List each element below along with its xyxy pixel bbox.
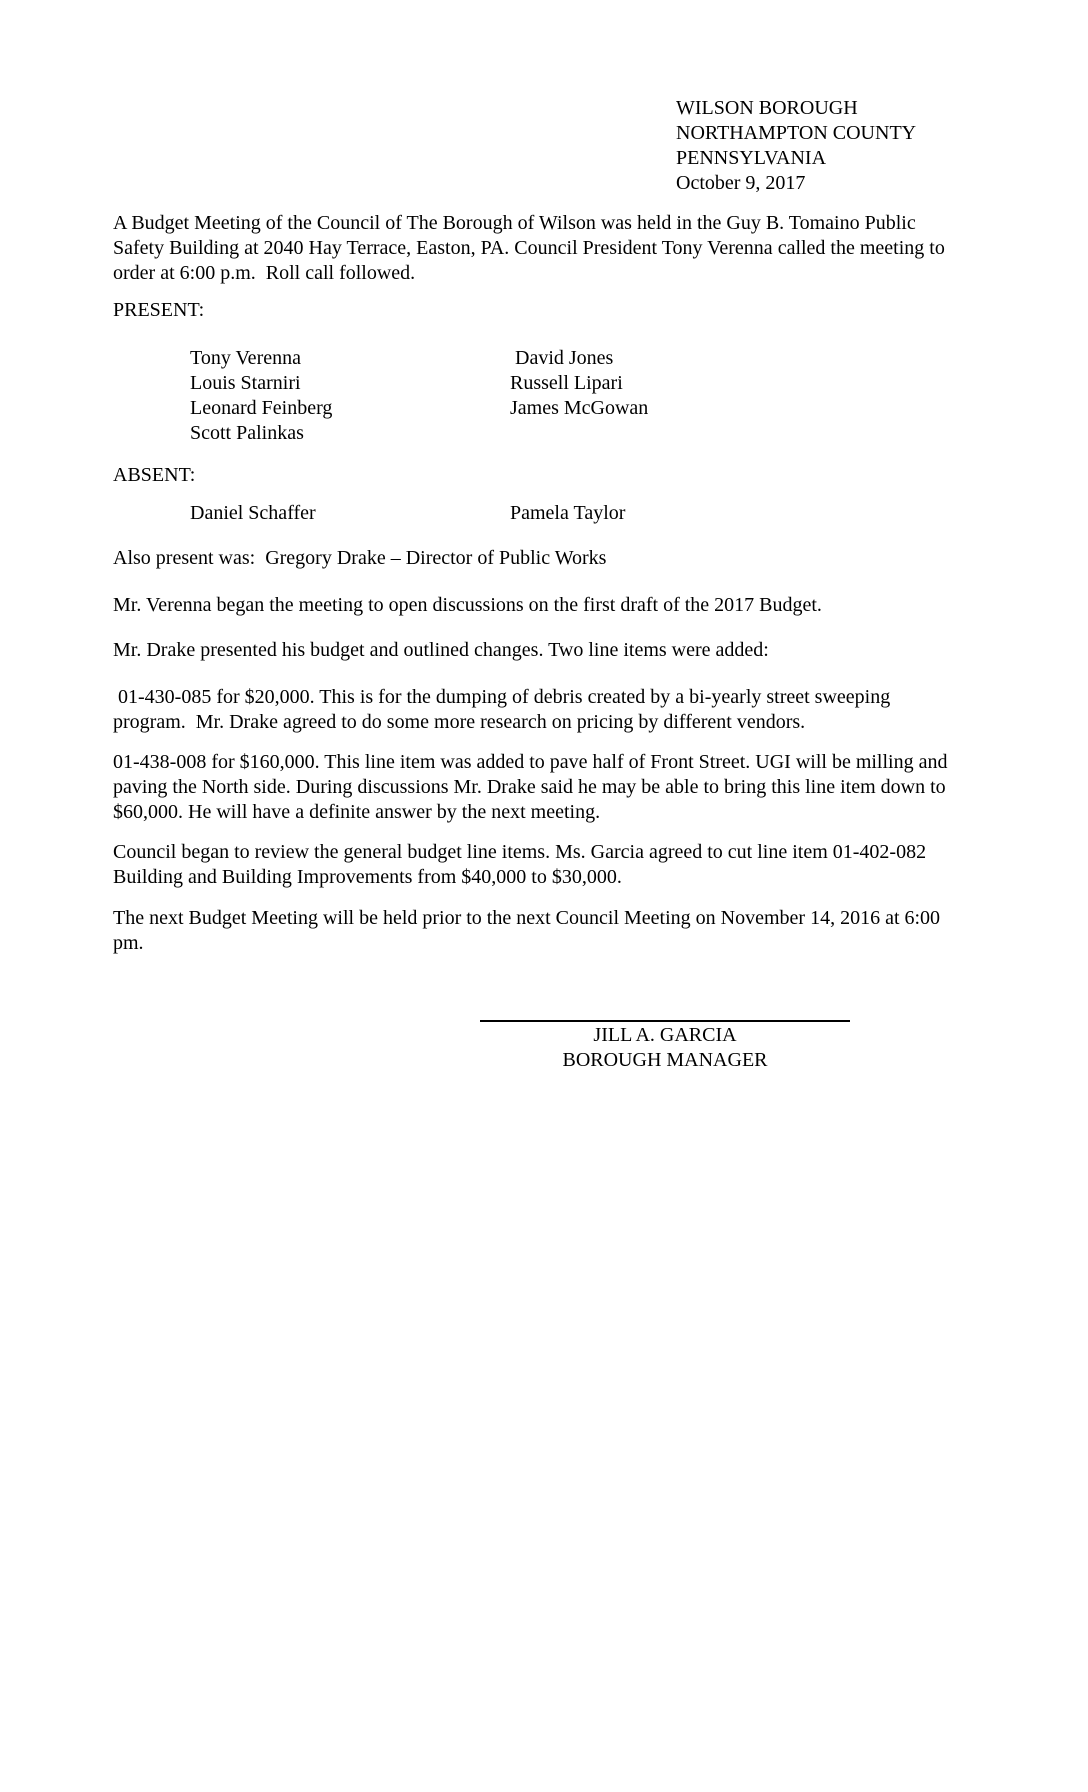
signature-block — [480, 1020, 850, 1073]
present-row — [190, 421, 958, 446]
letterhead-state: PENNSYLVANIA — [676, 147, 827, 169]
letterhead — [676, 96, 958, 196]
absent-label: ABSENT: — [113, 464, 196, 486]
present-name: Leonard Feinberg — [190, 397, 333, 419]
present-row — [190, 371, 958, 396]
absent-row — [190, 501, 958, 526]
letterhead-borough: WILSON BOROUGH — [676, 97, 858, 119]
signature-name: JILL A. GARCIA — [593, 1024, 737, 1046]
letterhead-county: NORTHAMPTON COUNTY — [676, 122, 917, 144]
paragraph-drake-budget: Mr. Drake presented his budget and outlined changes. Two line items were added: — [113, 639, 769, 661]
present-row — [190, 346, 958, 371]
absent-list — [190, 501, 958, 526]
intro-paragraph: A Budget Meeting of the Council of The Borough of Wilson was held in the Guy B. Tomaino Public Safety Building at 2040 Hay Terrace, Easton, PA. Council President Tony Verenna called the meeting to order at 6:00 p.m. Roll call followed. — [113, 212, 950, 284]
paragraph-line-item-01-438-008: 01-438-008 for $160,000. This line item was added to pave half of Front Street. UGI will be milling and paving the North side. During discussions Mr. Drake said he may be able to bring this line item down to $60,000. He will have a definite answer by the next meeting. — [113, 751, 953, 823]
paragraph-line-item-01-430-085: 01-430-085 for $20,000. This is for the dumping of debris created by a bi-yearly street sweeping program. Mr. Drake agreed to do some more research on pricing by different vendors. — [113, 686, 896, 733]
also-present-line: Also present was: Gregory Drake – Director of Public Works — [113, 547, 607, 569]
present-list — [190, 346, 958, 446]
paragraph-council-review: Council began to review the general budget line items. Ms. Garcia agreed to cut line item 01-402-082 Building and Building Improvements from $40,000 to $30,000. — [113, 841, 932, 888]
absent-name: Pamela Taylor — [510, 502, 626, 524]
paragraph-next-meeting: The next Budget Meeting will be held prior to the next Council Meeting on November 14, 2016 at 6:00 pm. — [113, 907, 946, 954]
present-name: James McGowan — [510, 397, 649, 419]
present-name: Tony Verenna — [190, 347, 301, 369]
absent-name: Daniel Schaffer — [190, 502, 316, 524]
present-label: PRESENT: — [113, 299, 205, 321]
present-name: David Jones — [510, 347, 614, 369]
letterhead-date: October 9, 2017 — [676, 172, 806, 194]
present-name: Scott Palinkas — [190, 422, 304, 444]
present-name: Russell Lipari — [510, 372, 623, 394]
present-name: Louis Starniri — [190, 372, 301, 394]
present-row — [190, 396, 958, 421]
document-content — [113, 0, 958, 1073]
signature-title: BOROUGH MANAGER — [562, 1049, 768, 1071]
paragraph-meeting-open: Mr. Verenna began the meeting to open discussions on the first draft of the 2017 Budget. — [113, 594, 822, 616]
